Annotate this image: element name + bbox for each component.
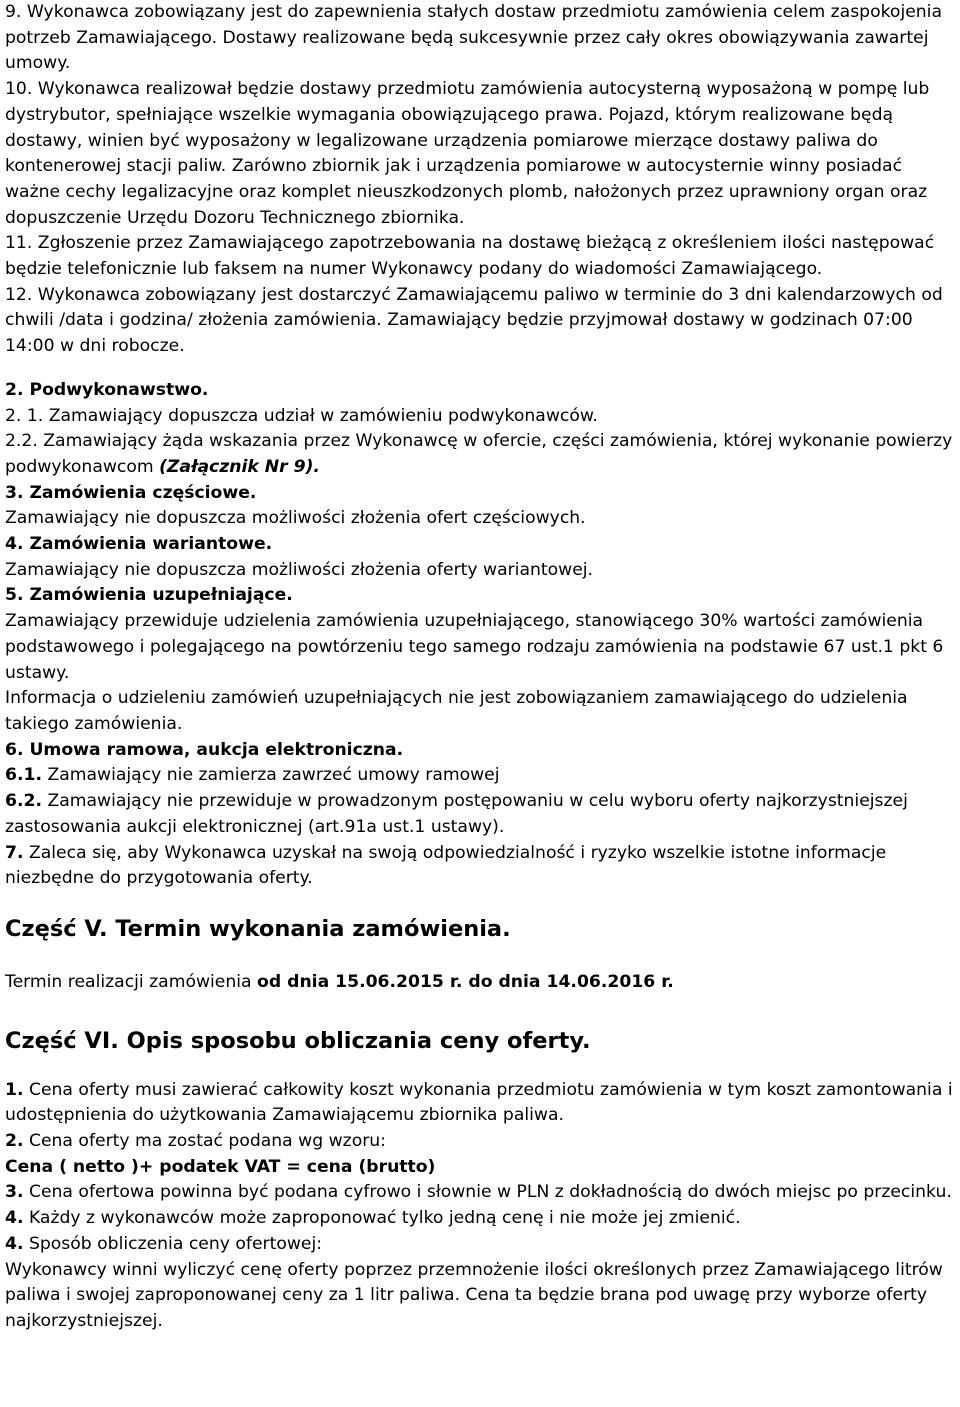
price-point-3-text: Cena ofertowa powinna być podana cyfrowo i słownie w PLN z dokładnością do dwóch miejsc po przecinku. xyxy=(23,1182,952,1203)
delivery-term-text: Termin realizacji zamówienia xyxy=(5,971,258,992)
spacer xyxy=(5,360,956,378)
heading-partial-orders: 3. Zamówienia częściowe. xyxy=(5,482,257,503)
price-point-4b xyxy=(5,1232,956,1258)
spacer xyxy=(5,996,956,1026)
paragraph-6-2 xyxy=(5,789,956,840)
price-point-4b-text: Sposób obliczenia ceny ofertowej: xyxy=(23,1233,323,1254)
price-point-1 xyxy=(5,1078,956,1129)
section-vi-title: Część VI. Opis sposobu obliczania ceny oferty. xyxy=(5,1027,591,1054)
paragraph-2-1: 2. 1. Zamawiający dopuszcza udział w zamówieniu podwykonawców. xyxy=(5,405,598,426)
price-point-4a-number: 4. xyxy=(5,1208,24,1229)
paragraph-7-text: Zaleca się, aby Wykonawca uzyskał na swoją odpowiedzialność i ryzyko wszelkie istotne informacje niezbędne do przygotowania oferty. xyxy=(5,842,887,889)
paragraph-7-number: 7. xyxy=(5,842,24,863)
paragraph-2-2 xyxy=(5,429,956,480)
price-point-4a xyxy=(5,1206,956,1232)
heading-framework-agreement: 6. Umowa ramowa, aukcja elektroniczna. xyxy=(5,739,404,760)
paragraph-10: 10. Wykonawca realizował będzie dostawy przedmiotu zamówienia autocysterną wyposażoną w pompę lub dystrybutor, spełniające wszelkie wymagania obowiązującego prawa. Pojazd, którym realizowane będą dostawy, winien być wyposażony w legalizowane urządzenia pomiarowe mierzące dostawy paliwa do kontenerowej stacji paliw. Zarówno zbiornik jak i urządzenia pomiarowe w autocysternie winny posiadać ważne cechy legalizacyjne oraz komplet nieuszkodzonych plomb, nałożonych przez uprawniony organ oraz dopuszczenie Urzędu Dozoru Technicznego zbiornika. xyxy=(5,79,930,228)
paragraph-6-1-text: Zamawiający nie zamierza zawrzeć umowy ramowej xyxy=(41,765,500,786)
price-point-1-number: 1. xyxy=(5,1079,24,1100)
price-point-3-number: 3. xyxy=(5,1182,24,1203)
delivery-term-dates: od dnia 15.06.2015 r. do dnia 14.06.2016 r. xyxy=(257,971,674,992)
spacer xyxy=(5,944,956,970)
paragraph-6-2-number: 6.2. xyxy=(5,791,42,812)
price-point-1-text: Cena oferty musi zawierać całkowity koszt wykonania przedmiotu zamówienia w tym koszt zamontowania i udostępnienia do użytkowania Zamawiającemu zbiornika paliwa. xyxy=(5,1079,953,1126)
delivery-term xyxy=(5,970,956,996)
spacer xyxy=(5,1056,956,1078)
price-formula: Cena ( netto )+ podatek VAT = cena (brutto) xyxy=(5,1156,436,1177)
paragraph-6-1-number: 6.1. xyxy=(5,765,42,786)
price-point-2 xyxy=(5,1129,956,1155)
paragraph-12: 12. Wykonawca zobowiązany jest dostarczyć Zamawiającemu paliwo w terminie do 3 dni kalendarzowych od chwili /data i godzina/ złożenia zamówienia. Zamawiający będzie przyjmował dostawy w godzinach 07:00 14:00 w dni robocze. xyxy=(5,284,943,357)
price-point-2-number: 2. xyxy=(5,1131,24,1152)
paragraph-partial-orders: Zamawiający nie dopuszcza możliwości złożenia ofert częściowych. xyxy=(5,508,586,529)
heading-supplementary-orders: 5. Zamówienia uzupełniające. xyxy=(5,585,293,606)
paragraph-6-1 xyxy=(5,763,956,789)
paragraph-9: 9. Wykonawca zobowiązany jest do zapewnienia stałych dostaw przedmiotu zamówienia celem zaspokojenia potrzeb Zamawiającego. Dostawy realizowane będą sukcesywnie przez cały okres obowiązywania zawartej umowy. xyxy=(5,2,942,74)
price-point-2-text: Cena oferty ma zostać podana wg wzoru: xyxy=(23,1131,386,1152)
heading-variant-orders: 4. Zamówienia wariantowe. xyxy=(5,534,273,555)
price-point-3 xyxy=(5,1180,956,1206)
paragraph-variant-orders: Zamawiający nie dopuszcza możliwości złożenia oferty wariantowej. xyxy=(5,559,594,580)
spacer xyxy=(5,892,956,914)
paragraph-2-2-text: 2.2. Zamawiający żąda wskazania przez Wykonawcę w ofercie, części zamówienia, której wykonanie powierzy podwykonawcom xyxy=(5,431,953,477)
paragraph-11: 11. Zgłoszenie przez Zamawiającego zapotrzebowania na dostawę bieżącą z określeniem ilości następować będzie telefonicznie lub faksem na numer Wykonawcy podany do wiadomości Zamawiającego. xyxy=(5,233,935,280)
section-v-title: Część V. Termin wykonania zamówienia. xyxy=(5,915,511,942)
heading-subcontracting: 2. Podwykonawstwo. xyxy=(5,379,209,400)
price-point-4a-text: Każdy z wykonawców może zaproponować tylko jedną cenę i nie może jej zmienić. xyxy=(23,1208,741,1229)
price-point-4b-number: 4. xyxy=(5,1233,24,1254)
paragraph-supplementary-b: Informacja o udzieleniu zamówień uzupełniających nie jest zobowiązaniem zamawiającego do udzielenia takiego zamówienia. xyxy=(5,688,908,734)
paragraph-6-2-text: Zamawiający nie przewiduje w prowadzonym postępowaniu w celu wyboru oferty najkorzystniejszej zastosowania aukcji elektronicznej (art.91a ust.1 ustawy). xyxy=(5,791,908,837)
paragraph-7 xyxy=(5,841,956,892)
attachment-reference: (Załącznik Nr 9). xyxy=(159,456,320,477)
price-calculation-body: Wykonawcy winni wyliczyć cenę oferty poprzez przemnożenie ilości określonych przez Zamawiającego litrów paliwa i swojej zaproponowanej ceny za 1 litr paliwa. Cena ta będzie brana pod uwagę przy wyborze oferty najkorzystniejszej. xyxy=(5,1259,943,1331)
paragraph-supplementary-a: Zamawiający przewiduje udzielenia zamówienia uzupełniającego, stanowiącego 30% wartości zamówienia podstawowego i polegającego na powtórzeniu tego samego rodzaju zamówienia na podstawie 67 ust.1 pkt 6 ustawy. xyxy=(5,611,944,683)
